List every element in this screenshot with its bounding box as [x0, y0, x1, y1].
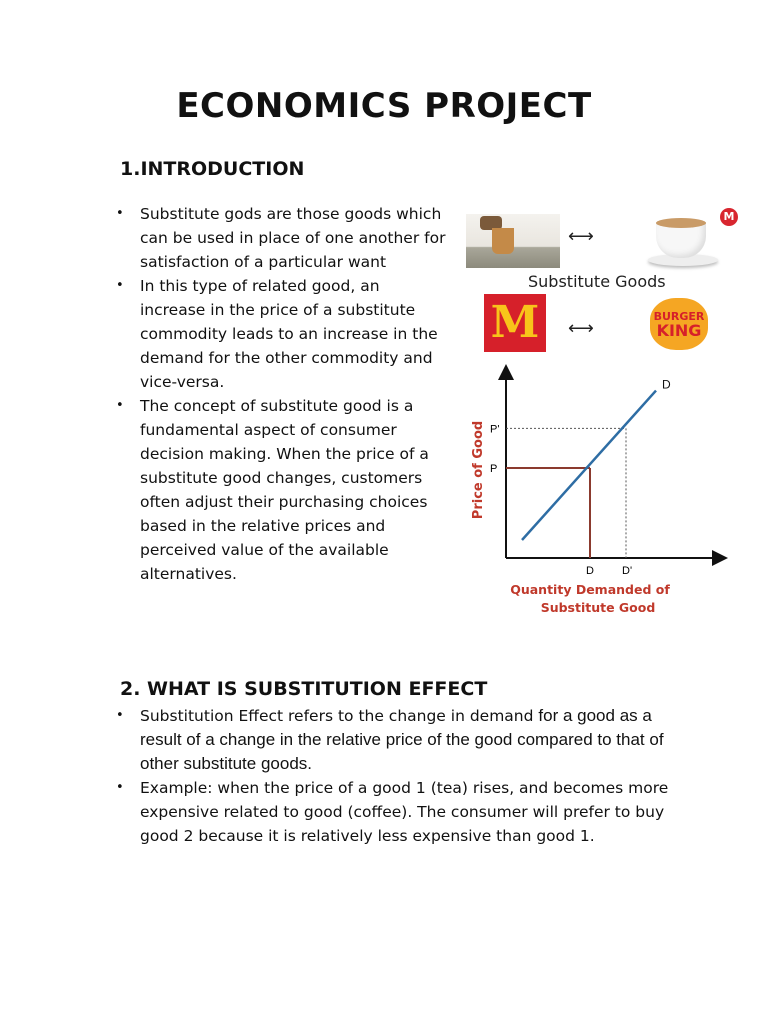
- bk-line2: KING: [656, 321, 702, 340]
- list-item: [116, 704, 676, 776]
- figure-label: Substitute Goods: [528, 272, 666, 291]
- substitute-goods-figure: [458, 200, 738, 630]
- burger-king-logo: [650, 298, 708, 350]
- mcdonalds-logo: M: [484, 294, 546, 352]
- double-arrow-icon: ⟷: [568, 318, 594, 339]
- y-tick-label: P: [490, 463, 498, 475]
- section2-heading: 2. WHAT IS SUBSTITUTION EFFECT: [120, 678, 488, 700]
- text-part: Example: when the price of a good 1 (tea) rises, and becomes more expensive related to good (coffee). The consumer will prefer to buy good 2 because it is relatively less expensive than good 1.: [140, 779, 669, 845]
- demand-chart: [458, 362, 738, 622]
- page-title: ECONOMICS PROJECT: [176, 86, 592, 126]
- badge-icon: M: [720, 208, 738, 226]
- list-item: • In this type of related good, an increase in the price of a substitute commodity leads to an increase in the demand for the other commodity and vice-versa.: [116, 274, 446, 394]
- double-arrow-icon: ⟷: [568, 226, 594, 247]
- list-item: [116, 776, 676, 848]
- section1-bullets: [116, 202, 446, 586]
- bk-line1: BURGER: [653, 310, 705, 323]
- x-tick-label: D': [622, 565, 633, 577]
- list-item: • Substitute gods are those goods which can be used in place of one another for satisfaction of a particular want: [116, 202, 446, 274]
- y-axis-label: Price of Good: [471, 420, 486, 520]
- x-tick-label: D: [586, 565, 594, 577]
- coffee-cup-icon: [646, 212, 720, 268]
- section2-bullets: [116, 704, 676, 848]
- x-axis-label-line2: Substitute Good: [540, 600, 656, 615]
- text-part: Substitution Effect refers to the change in demand: [140, 707, 539, 725]
- curve-label: D: [662, 377, 671, 392]
- y-tick-label: P': [490, 423, 500, 436]
- section1-heading: 1.INTRODUCTION: [120, 158, 305, 180]
- x-axis-label-line1: Quantity Demanded of: [510, 582, 670, 597]
- list-item: • The concept of substitute good is a fundamental aspect of consumer decision making. When the price of a substitute good changes, customers often adjust their purchasing choices based in the relative prices and perceived value of the available alternatives.: [116, 394, 446, 586]
- text-part: for a good as a result of a change in the relative price of the good compared to that of other substitute goods.: [140, 706, 664, 773]
- tea-photo: [466, 214, 560, 268]
